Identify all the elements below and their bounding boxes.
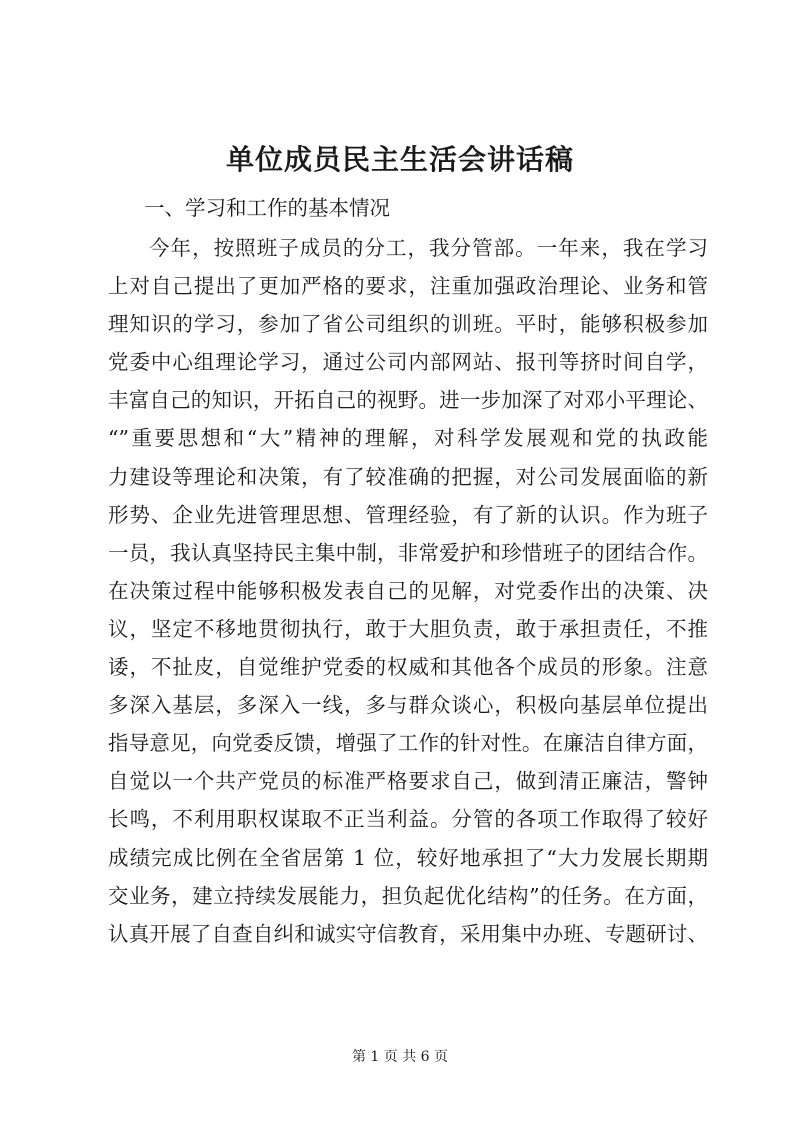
body-line: 形势、企业先进管理思想、管理经验，有了新的认识。作为班子 [108, 502, 708, 527]
body-line: 丰富自己的知识，开拓自己的视野。进一步加深了对邓小平理论、 [108, 388, 708, 413]
body-line: 理知识的学习，参加了省公司组织的训班。平时，能够积极参加 [108, 312, 708, 337]
body-line: 指导意见，向党委反馈，增强了工作的针对性。在廉洁自律方面， [108, 731, 708, 756]
page-number-footer: 第 1 页 共 6 页 [351, 1049, 449, 1065]
body-line: 一员，我认真坚持民主集中制，非常爱护和珍惜班子的团结合作。 [108, 540, 708, 565]
body-line: 在决策过程中能够积极发表自己的见解，对党委作出的决策、决 [108, 578, 708, 603]
body-line: 成绩完成比例在全省居第 1 位，较好地承担了“大力发展长期期 [108, 845, 708, 870]
body-line: 自觉以一个共产党员的标准严格要求自己，做到清正廉洁，警钟 [108, 769, 708, 794]
body-line: 交业务，建立持续发展能力，担负起优化结构”的任务。在方面， [108, 883, 708, 908]
section-heading: 一、学习和工作的基本情况 [144, 196, 390, 220]
body-paragraph [108, 229, 708, 953]
document-title: 单位成员民主生活会讲话稿 [225, 143, 574, 176]
body-line: 长鸣，不利用职权谋取不正当利益。分管的各项工作取得了较好 [108, 807, 708, 832]
body-line: 多深入基层，多深入一线，多与群众谈心，积极向基层单位提出 [108, 693, 708, 718]
body-line: 认真开展了自查自纠和诚实守信教育，采用集中办班、专题研讨、 [108, 921, 708, 946]
body-line: 力建设等理论和决策，有了较准确的把握，对公司发展面临的新 [108, 464, 708, 489]
body-line: 议，坚定不移地贯彻执行，敢于大胆负责，敢于承担责任，不推 [108, 616, 708, 641]
body-line: “”重要思想和“大”精神的理解，对科学发展观和党的执政能 [108, 426, 708, 451]
body-line: 今年，按照班子成员的分工，我分管部。一年来，我在学习 [149, 236, 708, 260]
body-line: 党委中心组理论学习，通过公司内部网站、报刊等挤时间自学， [108, 350, 708, 375]
body-line: 上对自己提出了更加严格的要求，注重加强政治理论、业务和管 [108, 274, 708, 299]
body-line: 诿，不扯皮，自觉维护党委的权威和其他各个成员的形象。注意 [108, 655, 708, 680]
